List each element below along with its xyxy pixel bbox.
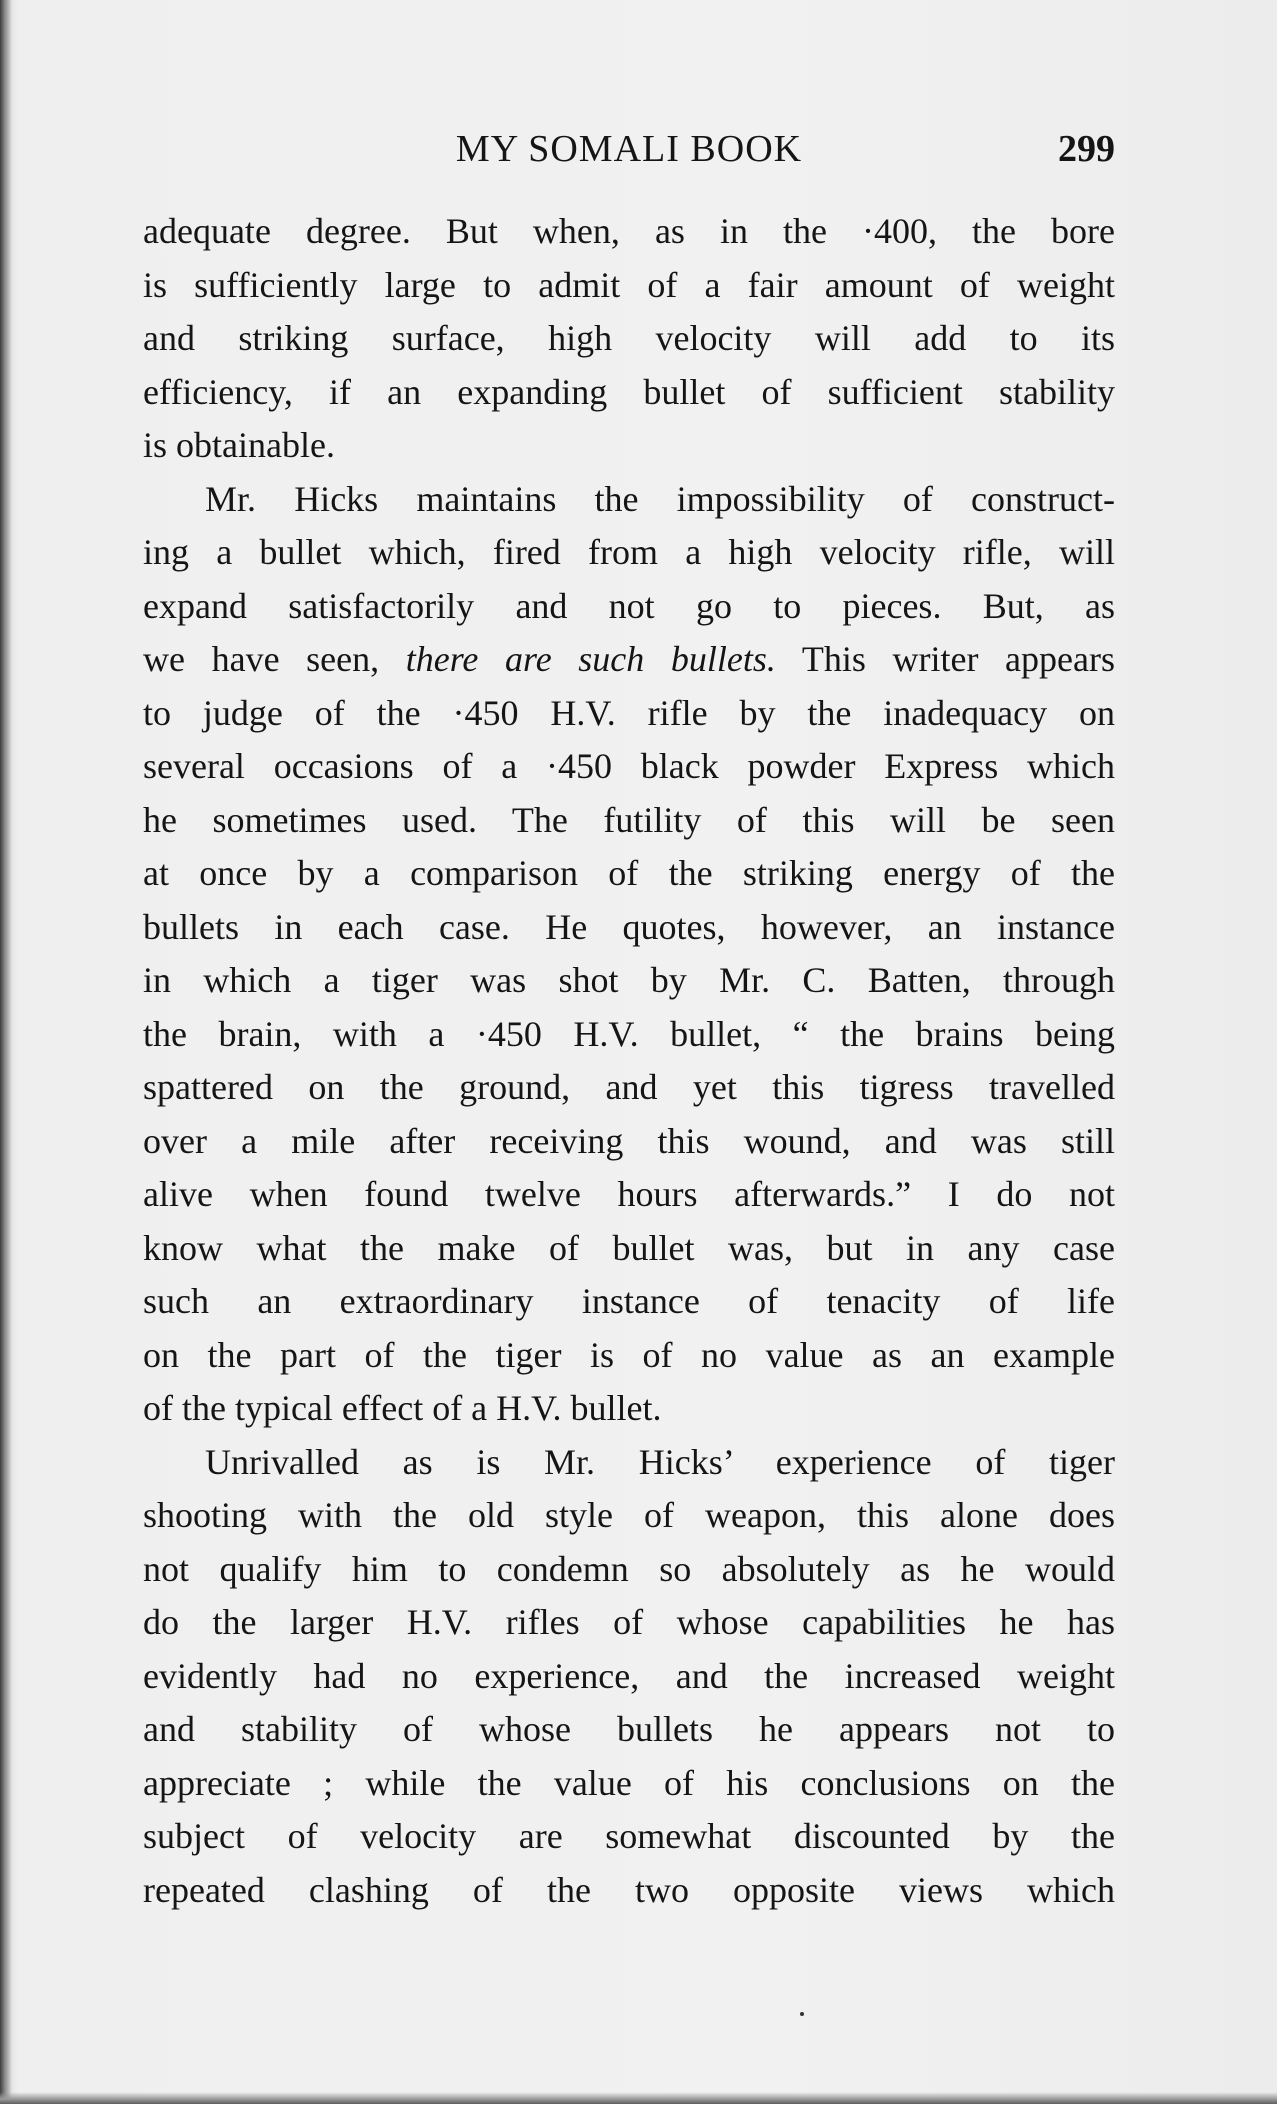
text-line: at once by a comparison of the striking energy of the	[143, 853, 1115, 893]
text-segment: we have seen,	[143, 639, 406, 679]
running-head	[143, 130, 1115, 180]
text-line: and striking surface, high velocity will add to its	[143, 318, 1115, 358]
text-line: and stability of whose bullets he appears not to	[143, 1709, 1115, 1749]
page-number: 299	[1058, 128, 1115, 170]
italic-phrase: there are such bullets.	[405, 639, 776, 679]
text-line: expand satisfactorily and not go to pieces. But, as	[143, 585, 1115, 626]
running-title: MY SOMALI BOOK	[455, 128, 803, 170]
text-line: Mr. Hicks maintains the impossibility of construct-	[205, 478, 1115, 519]
text-line: Unrivalled as is Mr. Hicks’ experience of tiger	[205, 1441, 1115, 1482]
text-segment: This writer appears	[775, 639, 1115, 679]
ink-speck	[800, 2012, 804, 2016]
text-line: ing a bullet which, fired from a high velocity rifle, will	[143, 532, 1115, 572]
text-line	[143, 633, 1115, 687]
text-line: do the larger H.V. rifles of whose capabilities he has	[143, 1602, 1115, 1642]
text-line: the brain, with a ·450 H.V. bullet, “ the brains being	[143, 1013, 1115, 1054]
text-line: such an extraordinary instance of tenacity of life	[143, 1281, 1115, 1321]
text-line: to judge of the ·450 H.V. rifle by the inadequacy on	[143, 692, 1115, 733]
text-line: over a mile after receiving this wound, and was still	[143, 1120, 1115, 1161]
text-line: know what the make of bullet was, but in any case	[143, 1227, 1115, 1268]
text-line: efficiency, if an expanding bullet of sufficient stability	[143, 371, 1115, 412]
text-line: spattered on the ground, and yet this tigress travelled	[143, 1067, 1115, 1107]
text-line: adequate degree. But when, as in the ·400, the bore	[143, 211, 1115, 251]
text-line: repeated clashing of the two opposite views which	[143, 1869, 1115, 1910]
text-line: bullets in each case. He quotes, however, an instance	[143, 906, 1115, 947]
text-line: subject of velocity are somewhat discounted by the	[143, 1816, 1115, 1856]
body-text	[143, 205, 1115, 1917]
text-line: not qualify him to condemn so absolutely as he would	[143, 1548, 1115, 1589]
text-line: evidently had no experience, and the increased weight	[143, 1655, 1115, 1696]
text-line: appreciate ; while the value of his conclusions on the	[143, 1762, 1115, 1803]
text-line: on the part of the tiger is of no value as an example	[143, 1334, 1115, 1375]
text-line: alive when found twelve hours afterwards.” I do not	[143, 1174, 1115, 1214]
text-line: is sufficiently large to admit of a fair amount of weight	[143, 264, 1115, 305]
text-line: he sometimes used. The futility of this will be seen	[143, 799, 1115, 840]
text-line: is obtainable.	[143, 425, 335, 465]
text-line: shooting with the old style of weapon, this alone does	[143, 1495, 1115, 1535]
text-line: several occasions of a ·450 black powder Express which	[143, 746, 1115, 786]
text-line: of the typical effect of a H.V. bullet.	[143, 1388, 662, 1428]
text-line: in which a tiger was shot by Mr. C. Batten, through	[143, 960, 1115, 1000]
